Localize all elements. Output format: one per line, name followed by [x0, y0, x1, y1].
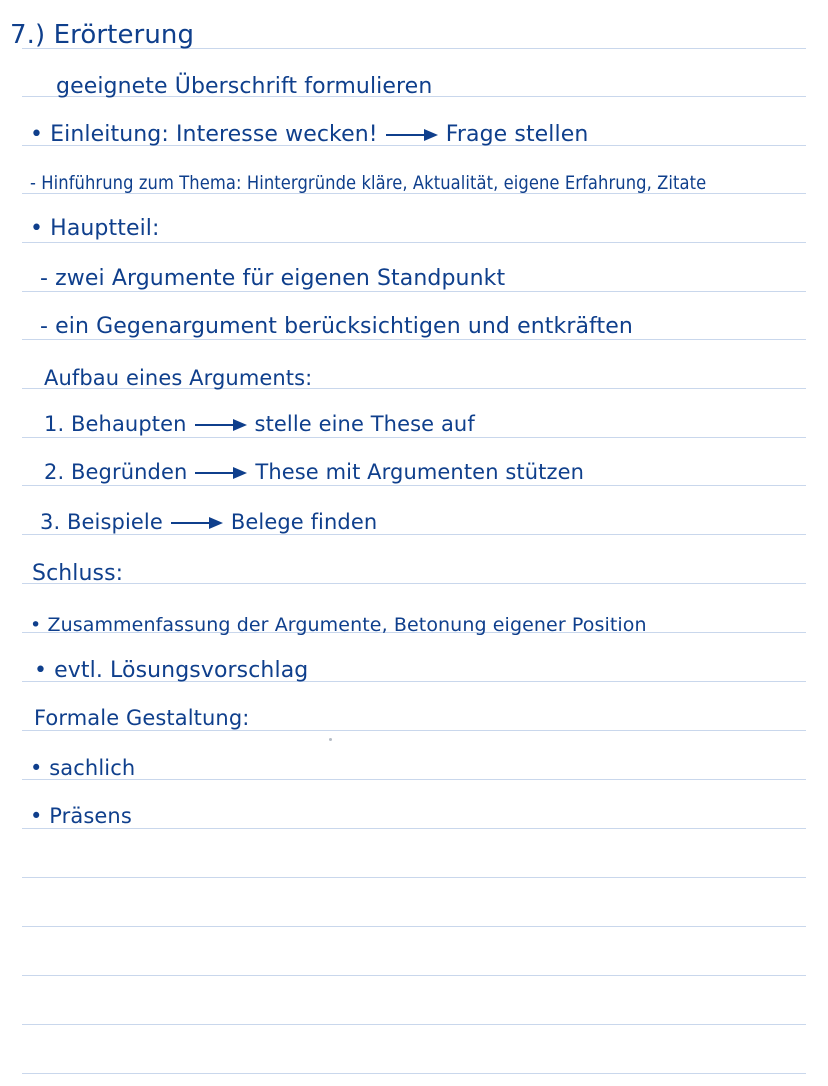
note-line — [30, 174, 706, 193]
right-arrow-icon — [171, 518, 223, 528]
note-line-text: • Einleitung: Interesse wecken! — [30, 122, 378, 147]
ruled-line — [22, 779, 806, 780]
note-line-text: Schluss: — [32, 561, 124, 586]
note-line — [30, 218, 160, 240]
ruled-line — [22, 534, 806, 535]
note-line — [30, 758, 135, 779]
right-arrow-icon — [195, 468, 247, 478]
ruled-line — [22, 1024, 806, 1025]
right-arrow-icon — [386, 130, 438, 140]
note-line-text: Aufbau eines Arguments: — [44, 366, 313, 390]
ruled-line — [22, 339, 806, 340]
right-arrow-icon — [195, 420, 247, 430]
note-line-text: stelle eine These auf — [254, 412, 475, 436]
note-line-text: Belege finden — [230, 510, 378, 534]
note-line-text: geeignete Überschrift formulieren — [56, 74, 433, 99]
note-line-text: - zwei Argumente für eigenen Standpunkt — [40, 266, 506, 291]
note-line — [40, 512, 377, 533]
note-line-text: 2. Begründen — [44, 460, 188, 484]
note-line-text: Formale Gestaltung: — [34, 706, 250, 730]
ruled-line — [22, 583, 806, 584]
note-line — [34, 660, 308, 682]
ruled-line — [22, 291, 806, 292]
ruled-line — [22, 975, 806, 976]
note-line-text: 3. Beispiele — [40, 510, 163, 534]
ruled-line — [22, 485, 806, 486]
note-line — [40, 316, 633, 338]
note-line-text: These mit Argumenten stützen — [255, 460, 585, 484]
ruled-line — [22, 877, 806, 878]
note-line — [44, 462, 584, 483]
stray-dot — [329, 738, 332, 741]
ruled-line — [22, 926, 806, 927]
ruled-line — [22, 730, 806, 731]
note-line-text: 1. Behaupten — [44, 412, 187, 436]
note-line-text: • Hauptteil: — [30, 216, 160, 241]
note-line — [30, 806, 132, 827]
note-line — [30, 616, 647, 635]
note-line — [56, 76, 432, 98]
note-line-text: - Hinführung zum Thema: Hintergründe kläre, Aktualität, eigene Erfahrung, Zitate — [30, 172, 707, 194]
note-line — [44, 368, 312, 389]
note-line — [34, 708, 249, 729]
note-line — [44, 414, 475, 435]
note-line-text: - ein Gegenargument berücksichtigen und entkräften — [40, 314, 633, 339]
ruled-line — [22, 828, 806, 829]
ruled-line — [22, 437, 806, 438]
note-title — [10, 22, 194, 48]
note-line — [32, 563, 123, 585]
note-line-text: • evtl. Lösungsvorschlag — [34, 658, 309, 683]
ruled-line — [22, 242, 806, 243]
note-line — [30, 124, 588, 146]
note-line-text: • Zusammenfassung der Argumente, Betonung eigener Position — [30, 614, 647, 636]
note-line-text: • Präsens — [30, 804, 132, 828]
note-line-text: Frage stellen — [445, 122, 589, 147]
note-line-text: • sachlich — [30, 756, 136, 780]
note-title-text: 7.) Erörterung — [10, 20, 195, 50]
ruled-line — [22, 1073, 806, 1074]
note-line — [40, 268, 505, 290]
